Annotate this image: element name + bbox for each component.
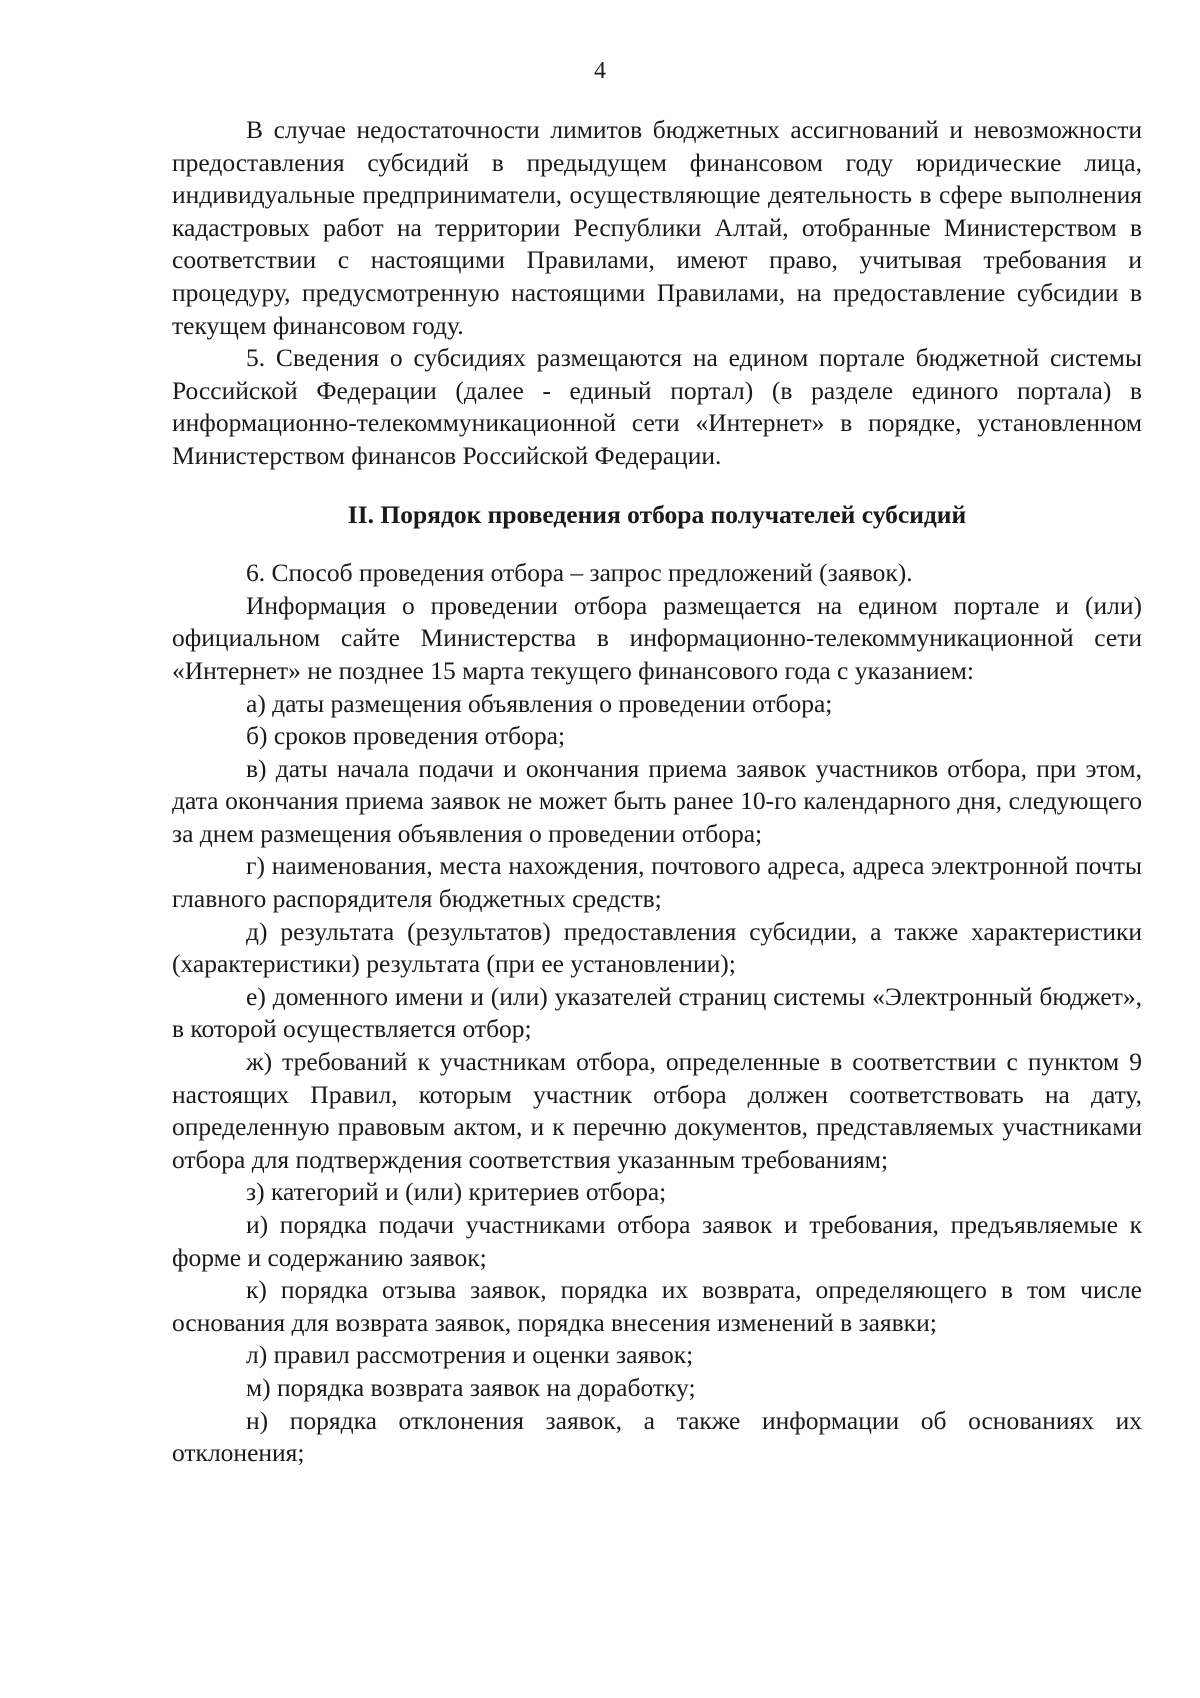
paragraph-budget-shortage: В случае недостаточности лимитов бюджетных ассигнований и невозможности предоставления субсидий в предыдущем финансовом году юридические лица, индивидуальные предприниматели, осуществляющие деятельность в сфере выполнения кадастровых работ на территории Республики Алтай, отобранные Министерством в соответствии с настоящими Правилами, имеют право, учитывая требования и процедуру, предусмотренную настоящими Правилами, на предоставление субсидии в текущем финансовом году. xyxy=(172,115,1142,340)
list-item-n: н) порядка отклонения заявок, а также информации об основаниях их отклонения; xyxy=(172,1405,1142,1468)
page-number: 4 xyxy=(594,58,606,84)
list-item-l: л) правил рассмотрения и оценки заявок; xyxy=(246,1340,694,1370)
list-item-k: к) порядка отзыва заявок, порядка их возврата, определяющего в том числе основания для возврата заявок, порядка внесения изменений в заявки; xyxy=(172,1275,1142,1337)
list-item-z: з) категорий и (или) критериев отбора; xyxy=(246,1177,667,1207)
list-item-e: е) доменного имени и (или) указателей страниц системы «Электронный бюджет», в которой осуществляется отбор; xyxy=(172,981,1142,1044)
paragraph-selection-info: Информация о проведении отбора размещается на едином портале и (или) официальном сайте Министерства в информационно-телекоммуникационной сети «Интернет» не позднее 15 марта текущего финансового года с указанием: xyxy=(172,590,1142,685)
paragraph-item-5: 5. Сведения о субсидиях размещаются на едином портале бюджетной системы Российской Федерации (далее - единый портал) (в разделе единого портала) в информационно-телекоммуникационной сети «Интернет» в порядке, установленном Министерством финансов Российской Федерации. xyxy=(172,343,1142,470)
list-item-zh: ж) требований к участникам отбора, определенные в соответствии с пунктом 9 настоящих Правил, которым участник отбора должен соответствовать на дату, определенную правовым актом, и к перечню документов, представляемых участниками отбора для подтверждения соответствия указанным требованиям; xyxy=(172,1047,1142,1174)
paragraph-item-6: 6. Способ проведения отбора – запрос предложений (заявок). xyxy=(246,558,913,588)
list-item-b: б) сроков проведения отбора; xyxy=(246,721,566,751)
list-item-i: и) порядка подачи участниками отбора заявок и требования, предъявляемые к форме и содержанию заявок; xyxy=(172,1210,1142,1272)
list-item-g: г) наименования, места нахождения, почтового адреса, адреса электронной почты главного распорядителя бюджетных средств; xyxy=(172,851,1142,914)
document-body xyxy=(172,114,1142,1470)
section-heading: II. Порядок проведения отбора получателей субсидий xyxy=(347,499,967,529)
list-item-a: а) даты размещения объявления о проведении отбора; xyxy=(246,688,833,718)
list-item-d: д) результата (результатов) предоставления субсидии, а также характеристики (характеристики) результата (при ее установлении); xyxy=(172,916,1142,979)
list-item-m: м) порядка возврата заявок на доработку; xyxy=(246,1372,696,1402)
list-item-v: в) даты начала подачи и окончания приема заявок участников отбора, при этом, дата окончания приема заявок не может быть ранее 10-го календарного дня, следующего за днем размещения объявления о проведении отбора; xyxy=(172,753,1142,848)
